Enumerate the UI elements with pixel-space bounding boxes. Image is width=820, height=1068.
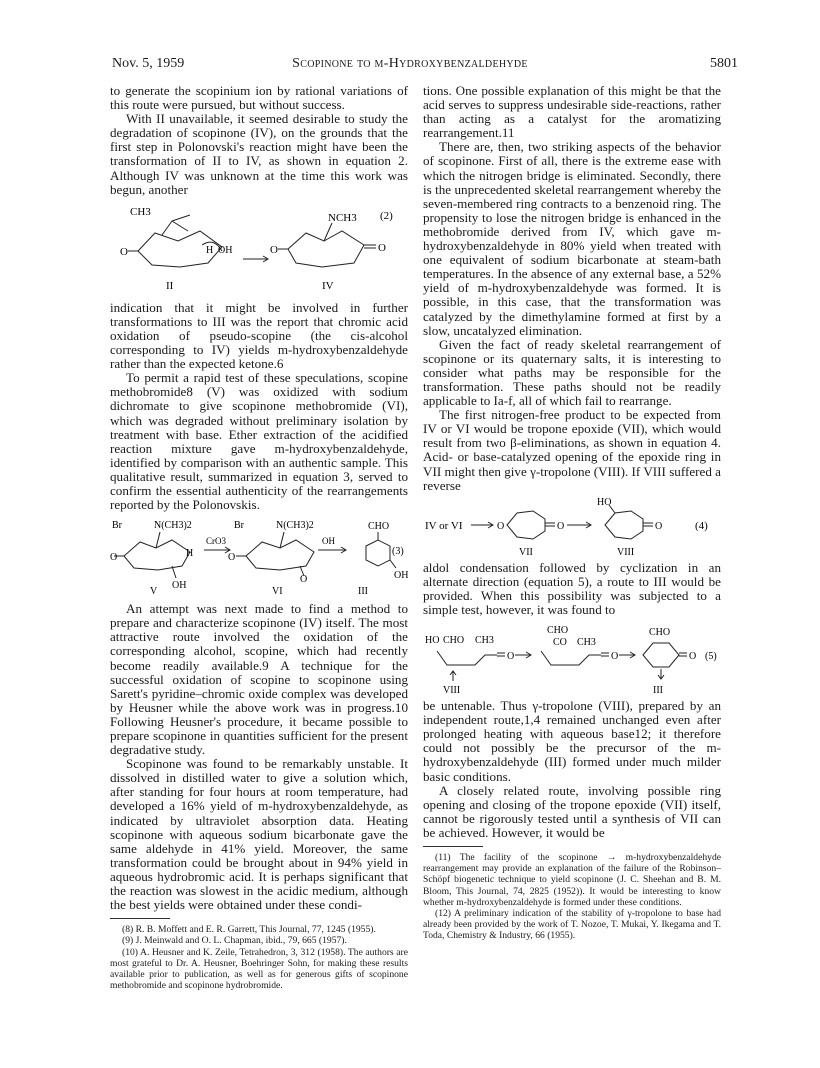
paragraph: to generate the scopinium ion by rational variations of this route were pursued, but without success. <box>110 83 408 113</box>
compound-label: VIII <box>443 685 461 696</box>
footnote: (9) J. Meinwald and O. L. Chapman, ibid., 79, 665 (1957). <box>122 935 347 947</box>
equation-number: (5) <box>705 651 717 663</box>
paragraph: aldol condensation followed by cyclization in an alternate direction (equation 5), a route to III would be provided. When this possibility was subjected to a simple test, however, it was found to <box>423 559 721 617</box>
compound-label: IV <box>322 279 334 292</box>
equation-2-structures <box>110 201 408 297</box>
ch3-label: CH3 <box>475 635 494 647</box>
compound-label: II <box>166 279 174 292</box>
bromide-label: Br <box>234 520 244 532</box>
ch3-label: CH3 <box>130 205 151 218</box>
equation-5-structures <box>423 621 721 695</box>
paragraph: Scopinone was found to be remarkably unstable. It dissolved in distilled water to give a solution which, after standing for four hours at room temperature, had developed a 16% yield of m-hydroxybenzaldehyde, as indicated by ultraviolet absorption data. Heating scopinone with aqueous sodium bicarbonate gave the same aldehyde in 41% yield. Moreover, the same transformation could be brought about in 94% yield in aqueous hydrobromic acid. It is perhaps significant that the reaction was slowest in the acidic medium, although the best yields were obtained under these condi- <box>110 756 408 913</box>
dimethylammonium-label: N(CH3)2 <box>276 520 314 532</box>
reactant-label: IV or VI <box>425 519 463 532</box>
o-label: O <box>655 520 663 532</box>
o-label: O <box>611 651 619 663</box>
header-title: Scopinone to m-Hydroxybenzaldehyde <box>292 56 528 71</box>
ho-label: HO <box>425 635 440 647</box>
footnote-rule <box>423 846 483 847</box>
cho-label: CHO <box>547 625 569 637</box>
o-label: O <box>378 241 386 254</box>
compound-label: VII <box>519 546 533 557</box>
ch3-label: CH3 <box>577 637 596 649</box>
paragraph: Given the fact of ready skeletal rearrangement of scopinone or its quaternary salts, it is interesting to consider what paths may be responsible for the transformation. These paths should not be readily applicable to Ia-f, all of which fail to rearrange. <box>423 336 721 409</box>
footnote: (11) The facility of the scopinone → m-hydroxybenzaldehyde rearrangement may provide an explanation of the failure of the Robinson–Schöpf biogenetic technique to yield scopinone (J. C. Sheehan and B. M. Bloom, This Journal, 74, 2825 (1952)). It would be interesting to know whether m-hydroxybenzaldehyde is formed under these conditions. <box>423 852 721 908</box>
cho-label: CHO <box>368 521 390 533</box>
equation-number: (4) <box>695 519 708 532</box>
paragraph: tions. One possible explanation of this might be that the acid serves to suppress undesirable side-reactions, rather than acting as a catalyst for the aromatizing rearrangement.11 <box>423 83 721 141</box>
nch3-label: NCH3 <box>328 211 357 224</box>
paragraph: be untenable. Thus γ-tropolone (VIII), prepared by an independent route,1,4 remained unchanged even after prolonged heating with aqueous base12; it therefore could not possibly be the precursor of the m-hydroxybenzaldehyde (III) formed under much milder basic conditions. <box>423 698 721 784</box>
compound-label: VI <box>272 586 283 598</box>
compound-label: V <box>150 586 158 598</box>
dimethylammonium-label: N(CH3)2 <box>154 520 192 532</box>
compound-label: III <box>358 586 368 598</box>
equation-number: (3) <box>392 546 404 558</box>
paragraph: A closely related route, involving possible ring opening and closing of the tropone epoxide (VII) itself, cannot be rigorously tested until a synthesis of VII can be achieved. However, it would be <box>423 782 721 840</box>
o-label: O <box>270 243 278 256</box>
co-label: CO <box>553 637 567 649</box>
o-label: O <box>300 574 308 586</box>
footnote: (10) A. Heusner and K. Zeile, Tetrahedron, 3, 312 (1958). The authors are most grateful to Dr. A. Heusner, Boehringer Sohn, for making these results available prior to publication, as well as for generous gifts of scopinone methobromide and scopinone hydrobromide. <box>110 946 408 992</box>
equation-number: (2) <box>380 209 393 222</box>
equation-5 <box>423 621 721 695</box>
h-label: H <box>206 244 214 256</box>
footnotes <box>110 924 408 991</box>
equation-3-structures <box>110 516 408 598</box>
paragraph: To permit a rapid test of these speculations, scopine methobromide8 (V) was oxidized with sodium dichromate to give scopinone methobromide (VI), which was degraded without preliminary isolation by treatment with base. Ether extraction of the acidified reaction mixture gave m-hydroxybenzaldehyde, identified by comparison with an authentic sample. This qualitative result, summarized in equation 3, served to confirm the essential authenticity of the rearrangements reported by the Polonovskis. <box>110 370 408 513</box>
o-label: O <box>689 651 697 663</box>
right-column <box>423 84 721 942</box>
bromide-label: Br <box>112 520 122 532</box>
compound-label: III <box>653 685 663 696</box>
equation-4-structures <box>423 497 721 557</box>
paragraph: An attempt was next made to find a method to prepare and characterize scopinone (IV) itself. The most attractive route involved the oxidation of the corresponding alcohol, scopine, which had recently become readily available.9 A technique for the successful oxidation of scopine to scopinone using Sarett's pyridine–chromic oxide complex was developed by Heusner while the above work was in progress.10 Following Heusner's procedure, it became possible to prepare scopinone in quantities sufficient for the present degradative study. <box>110 601 408 758</box>
paragraph: With II unavailable, it seemed desirable to study the degradation of scopinone (IV), on the grounds that the first step in Polonovski's reaction might have been the transformation of II to IV, as shown in equation 2. Although IV was unknown at the time this work was begun, another <box>110 111 408 197</box>
footnote: (12) A preliminary indication of the stability of γ-tropolone to base had already been provided by the work of T. Nozoe, T. Mukai, Y. Ikegama and T. Toda, Chemistry & Industry, 66 (1955). <box>423 908 721 942</box>
header-date: Nov. 5, 1959 <box>112 56 185 71</box>
equation-2 <box>110 201 408 297</box>
oh-label: OH <box>172 580 187 592</box>
o-label: O <box>507 651 515 663</box>
oh-label: OH <box>218 244 233 256</box>
paragraph: There are, then, two striking aspects of the behavior of scopinone. First of all, there is the extreme ease with which the nitrogen bridge is eliminated. Secondly, there is the unprecedented skeletal rearrangement whereby the seven-membered ring contracts to a benzenoid ring. The propensity to lose the nitrogen bridge is enhanced in the methobromide derived from IV, which gave m-hydroxybenzaldehyde in 80% yield when treated with one equivalent of sodium bicarbonate at steam-bath temperatures. In the absence of any external base, a 52% yield of m-hydroxybenzaldehyde was formed. It is possible, in this case, that the transformation was catalyzed by the dimethylamine formed at first by a slow, uncatalyzed elimination. <box>423 139 721 338</box>
o-label: O <box>228 552 236 564</box>
left-column <box>110 84 408 991</box>
reagent-label: CrO3 <box>206 536 226 547</box>
paragraph: indication that it might be involved in further transformations to III was the report that chromic acid oxidation of pseudo-scopine (the cis-alcohol corresponding to IV) yields m-hydroxybenzaldehyde rather than the expected ketone.6 <box>110 299 408 372</box>
o-label: O <box>110 552 118 564</box>
equation-3 <box>110 516 408 598</box>
footnote: (8) R. B. Moffett and E. R. Garrett, This Journal, 77, 1245 (1955). <box>122 924 376 936</box>
footnotes <box>423 852 721 942</box>
oh-label: OH <box>394 570 408 582</box>
paragraph: The first nitrogen-free product to be expected from IV or VI would be tropone epoxide (VII), which would result from two β-eliminations, as shown in equation 4. Acid- or base-catalyzed opening of the epoxide ring in VII might then give γ-tropolone (VIII). If VIII suffered a reverse <box>423 407 721 493</box>
o-label: O <box>120 245 128 258</box>
ho-label: HO <box>597 496 612 508</box>
reagent-label: OH <box>322 536 335 547</box>
o-label: O <box>557 520 565 532</box>
h-label: H <box>186 548 194 560</box>
equation-4 <box>423 497 721 557</box>
o-label: O <box>497 520 505 532</box>
header-page-number: 5801 <box>710 56 738 71</box>
cho-label: CHO <box>443 635 465 647</box>
footnote-rule <box>110 918 170 919</box>
compound-label: VIII <box>617 546 635 557</box>
cho-label: CHO <box>649 627 671 639</box>
